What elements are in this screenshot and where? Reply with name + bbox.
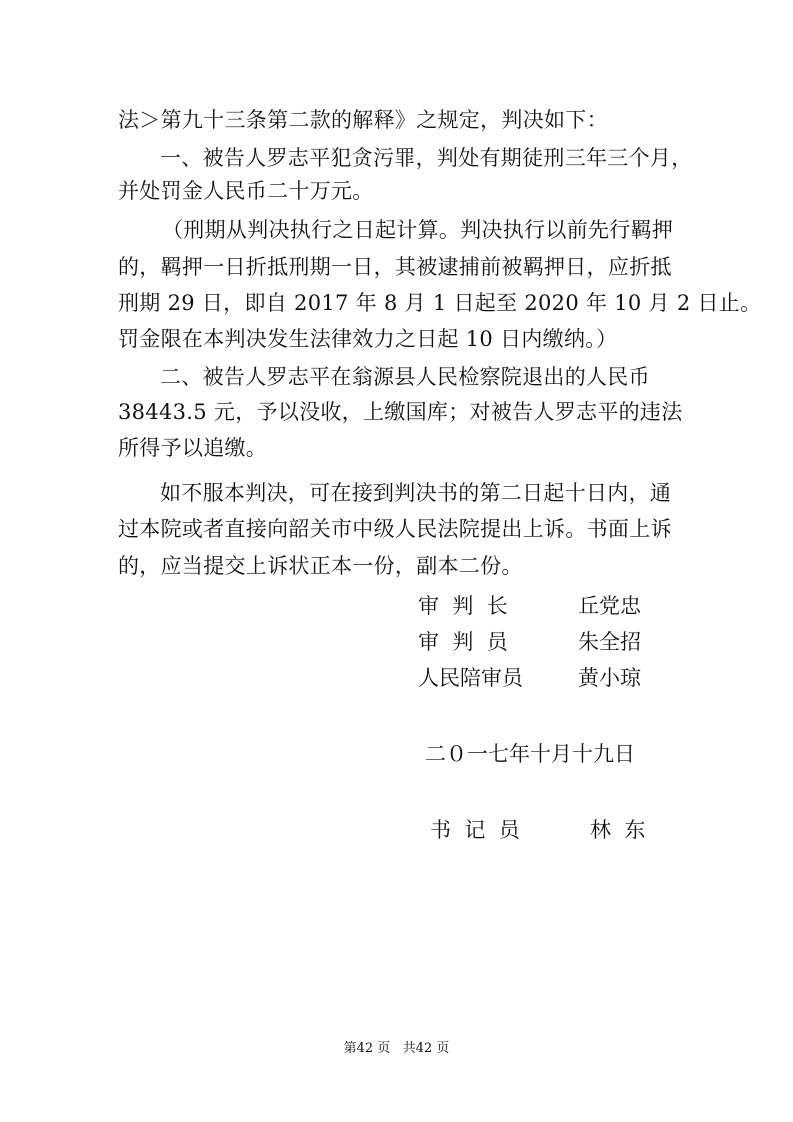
presiding-judge-role: 审 判 长: [418, 594, 508, 618]
sentence-note-line-2: 的，羁押一日折抵刑期一日，其被逮捕前被羁押日，应折抵: [118, 255, 672, 279]
sentence-note-line-3: 刑期 29 日，即自 2017 年 8 月 1 日起至 2020 年 10 月 2 日止。: [118, 291, 762, 315]
verdict-item-2-line-2: 38443.5 元，予以没收，上缴国库；对被告人罗志平的违法: [118, 400, 683, 424]
verdict-item-1-line-2: 并处罚金人民币二十万元。: [118, 179, 374, 203]
judgment-date: 二０一七年十月十九日: [425, 742, 635, 766]
juror-name: 黄小琼: [578, 666, 641, 690]
page-number-footer: 第42 页 共42 页: [343, 1041, 450, 1056]
verdict-item-2-line-3: 所得予以追缴。: [118, 436, 268, 460]
judge-role: 审 判 员: [418, 630, 508, 654]
body-line-1: 法＞第九十三条第二款的解释》之规定，判决如下：: [118, 108, 608, 132]
juror-role: 人民陪审员: [418, 666, 523, 690]
clerk-role: 书 记 员: [430, 818, 520, 842]
appeal-notice-line-3: 的，应当提交上诉状正本一份，副本二份。: [118, 554, 523, 578]
clerk-name: 林 东: [590, 818, 646, 842]
appeal-notice-line-2: 过本院或者直接向韶关市中级人民法院提出上诉。书面上诉: [118, 517, 672, 541]
sentence-note-line-1: （刑期从判决执行之日起计算。判决执行以前先行羁押: [162, 218, 674, 242]
judge-name: 朱全招: [578, 630, 641, 654]
verdict-item-2-line-1: 二、被告人罗志平在翁源县人民检察院退出的人民币: [160, 365, 650, 389]
presiding-judge-name: 丘党忠: [578, 594, 641, 618]
appeal-notice-line-1: 如不服本判决，可在接到判决书的第二日起十日内，通: [160, 481, 672, 505]
verdict-item-1-line-1: 一、被告人罗志平犯贪污罪，判处有期徒刑三年三个月，: [160, 146, 693, 170]
sentence-note-line-4: 罚金限在本判决发生法律效力之日起 10 日内缴纳。）: [118, 327, 618, 351]
